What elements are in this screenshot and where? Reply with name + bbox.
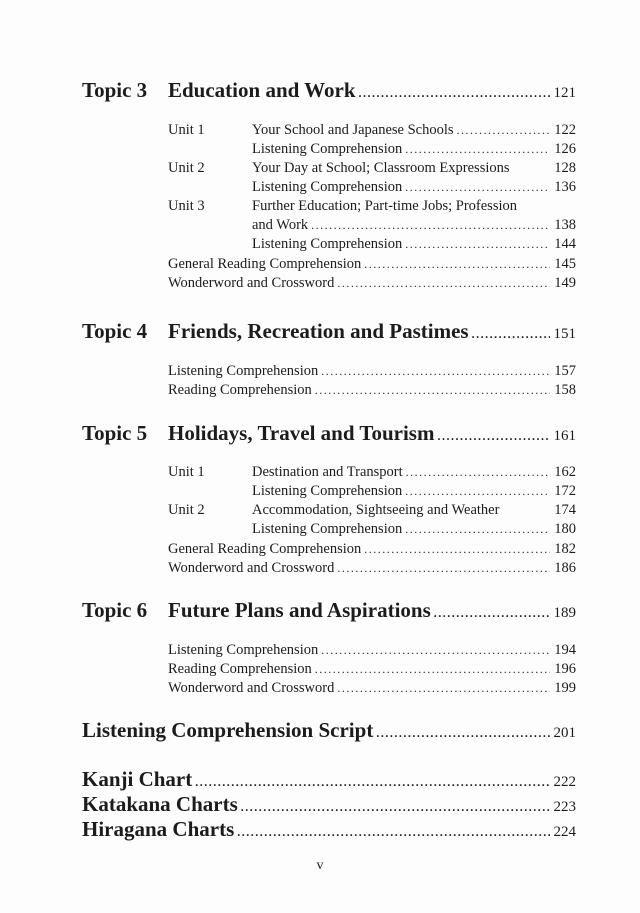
toc-entry: [168, 502, 576, 519]
page-number: 162: [554, 464, 576, 480]
entry-title: General Reading Comprehension: [168, 256, 362, 272]
leader-dots: [321, 364, 550, 379]
page-number: 222: [553, 774, 576, 790]
unit-label: Unit 2: [168, 160, 205, 176]
topic-number: Topic 3: [82, 78, 148, 102]
toc-entry: [168, 256, 576, 273]
entry-title: Listening Comprehension: [252, 179, 403, 195]
leader-dots: [337, 681, 550, 696]
leader-dots: [195, 775, 549, 790]
entry-title: Listening Comprehension: [168, 363, 319, 379]
page-number: 126: [554, 141, 576, 157]
page-number: 182: [554, 541, 576, 557]
entry-title-continued: and Work: [252, 217, 309, 233]
page-number: 172: [554, 483, 576, 499]
toc-entry: [252, 179, 576, 196]
page-number: 144: [554, 236, 576, 252]
leader-dots: [359, 86, 550, 101]
toc-katakana-heading: [82, 792, 576, 817]
unit-label: Unit 3: [168, 198, 205, 214]
section-title: Kanji Chart: [82, 767, 193, 791]
section-title: Listening Comprehension Script: [82, 718, 374, 742]
entry-title: Listening Comprehension: [252, 236, 403, 252]
toc-topic4-heading: [82, 319, 576, 344]
toc-entry: [168, 541, 576, 558]
leader-dots: [405, 484, 550, 499]
leader-dots: [405, 237, 550, 252]
unit-label: Unit 2: [168, 502, 205, 518]
toc-entry: [252, 521, 576, 538]
page-number: 194: [554, 642, 576, 658]
unit-label: Unit 1: [168, 464, 205, 480]
page-number: 145: [554, 256, 576, 272]
leader-dots: [364, 257, 550, 272]
toc-entry: [168, 560, 576, 577]
leader-dots: [315, 662, 550, 677]
toc-entry: [168, 122, 576, 139]
page-number: 201: [553, 725, 576, 741]
page-number: 189: [553, 605, 576, 621]
leader-dots: [457, 123, 551, 138]
topic-title: Friends, Recreation and Pastimes: [168, 319, 469, 343]
topic-title: Education and Work: [168, 78, 356, 102]
page-number: 136: [554, 179, 576, 195]
entry-title: Your Day at School; Classroom Expressions: [252, 160, 510, 176]
leader-dots: [311, 218, 550, 233]
entry-title: Wonderword and Crossword: [168, 560, 335, 576]
entry-title: Further Education; Part-time Jobs; Profession: [252, 198, 517, 214]
entry-title: Wonderword and Crossword: [168, 680, 335, 696]
page-number: 121: [553, 85, 576, 101]
entry-title: General Reading Comprehension: [168, 541, 362, 557]
entry-title: Listening Comprehension: [252, 483, 403, 499]
topic-title: Future Plans and Aspirations: [168, 598, 431, 622]
toc-entry: [168, 464, 576, 481]
topic-number: Topic 5: [82, 421, 148, 445]
leader-dots: [376, 726, 549, 741]
page-number: 158: [554, 382, 576, 398]
topic-number: Topic 6: [82, 598, 148, 622]
leader-dots: [241, 800, 550, 815]
leader-dots: [405, 142, 550, 157]
entry-title: Listening Comprehension: [252, 141, 403, 157]
toc-hiragana-heading: [82, 817, 576, 842]
section-title: Hiragana Charts: [82, 817, 235, 841]
leader-dots: [472, 327, 550, 342]
leader-dots: [337, 561, 550, 576]
page-number: 138: [554, 217, 576, 233]
leader-dots: [364, 542, 550, 557]
page-number: 149: [554, 275, 576, 291]
unit-label: Unit 1: [168, 122, 205, 138]
toc-kanji-heading: [82, 767, 576, 792]
topic-title: Holidays, Travel and Tourism: [168, 421, 435, 445]
entry-title: Listening Comprehension: [168, 642, 319, 658]
section-title: Katakana Charts: [82, 792, 238, 816]
toc-entry: [168, 680, 576, 697]
toc-entry: [252, 217, 576, 234]
leader-dots: [321, 643, 550, 658]
page-number: 151: [553, 326, 576, 342]
entry-title: Reading Comprehension: [168, 382, 312, 398]
leader-dots: [237, 825, 549, 840]
leader-dots: [437, 429, 549, 444]
entry-title: Listening Comprehension: [252, 521, 403, 537]
topic-number: Topic 4: [82, 319, 148, 343]
leader-dots: [337, 276, 550, 291]
page-number: 122: [554, 122, 576, 138]
toc-topic6-heading: [82, 598, 576, 623]
leader-dots: [406, 465, 551, 480]
entry-title: Accommodation, Sightseeing and Weather: [252, 502, 500, 518]
page-number: 174: [554, 502, 576, 518]
toc-entry: [168, 642, 576, 659]
entry-title: Destination and Transport: [252, 464, 403, 480]
toc-entry: [168, 382, 576, 399]
page-number: 161: [553, 428, 576, 444]
page-number: 128: [554, 160, 576, 176]
page-number: 186: [554, 560, 576, 576]
toc-entry: [168, 275, 576, 292]
leader-dots: [405, 522, 550, 537]
page-number: 180: [554, 521, 576, 537]
entry-title: Your School and Japanese Schools: [252, 122, 454, 138]
toc-topic3-heading: [82, 78, 576, 103]
toc-entry: [168, 198, 576, 215]
toc-entry: [252, 141, 576, 158]
page-number: 199: [554, 680, 576, 696]
toc-script-heading: [82, 718, 576, 743]
toc-entry: [168, 363, 576, 380]
page-number: 223: [553, 799, 576, 815]
page-number: 157: [554, 363, 576, 379]
leader-dots: [434, 606, 550, 621]
toc-entry: [252, 236, 576, 253]
leader-dots: [405, 180, 550, 195]
page-number: 196: [554, 661, 576, 677]
page-number: 224: [553, 824, 576, 840]
entry-title: Reading Comprehension: [168, 661, 312, 677]
page-footer-number: v: [316, 858, 324, 873]
toc-entry: [168, 160, 576, 177]
entry-title: Wonderword and Crossword: [168, 275, 335, 291]
leader-dots: [315, 383, 550, 398]
toc-entry: [252, 483, 576, 500]
toc-topic5-heading: [82, 421, 576, 446]
toc-entry: [168, 661, 576, 678]
